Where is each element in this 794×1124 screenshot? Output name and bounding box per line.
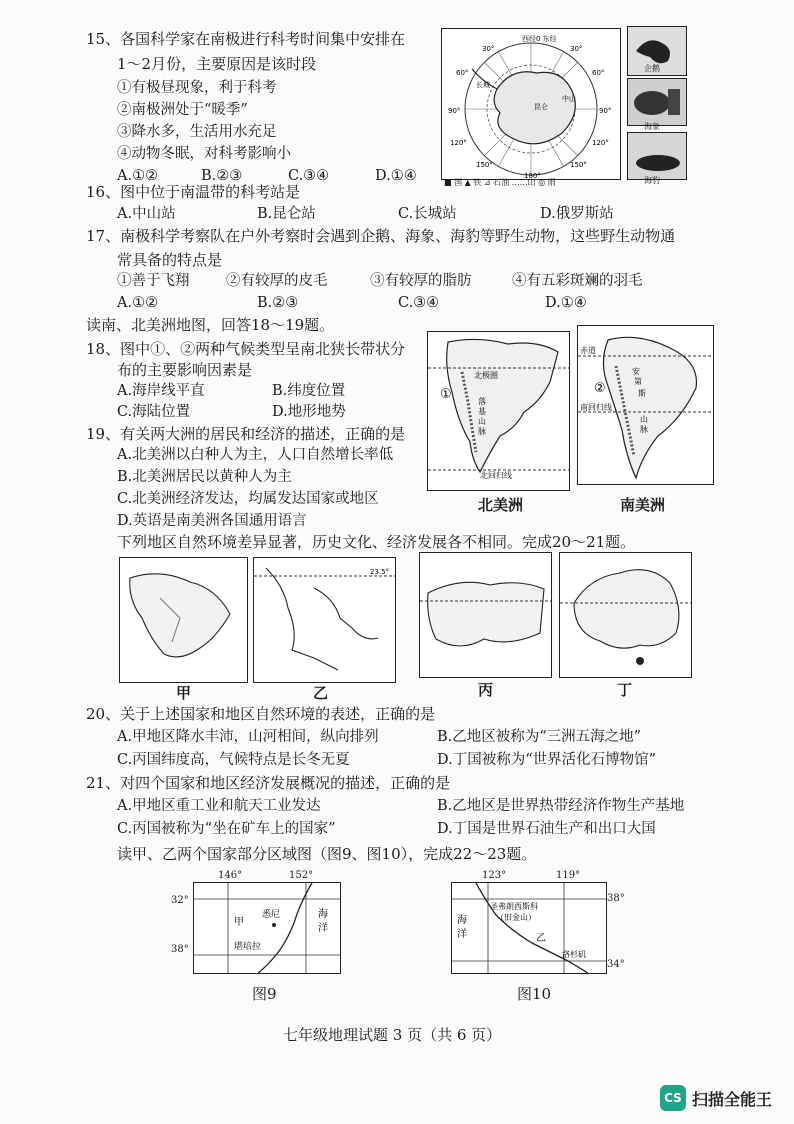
- q18-stem-line2: 布的主要影响因素是: [117, 361, 253, 379]
- q21-choice-d: D.丁国是世界石油生产和出口大国: [437, 821, 656, 837]
- q19-choice-a: A.北美洲以白种人为主，人口自然增长率低: [117, 447, 394, 463]
- fig10-sf-cn: （旧金山）: [496, 913, 536, 922]
- fig10-lat-34: 34°: [607, 959, 625, 970]
- fig9-sydney: 悉尼: [262, 910, 281, 920]
- sa-label: 脉: [640, 425, 648, 434]
- q16-choice-a: A.中山站: [117, 206, 176, 222]
- fig9-sea: 海: [318, 909, 328, 920]
- walrus-photo: [627, 78, 687, 126]
- sa-label: 山: [640, 415, 648, 424]
- antarctic-map: [441, 28, 621, 180]
- q15-stem-line2: 1～2月份，主要原因是该时段: [117, 55, 317, 73]
- scanner-badge: CS: [660, 1085, 686, 1111]
- q18-choice-c: C.海陆位置: [117, 404, 191, 420]
- lon-label: 90°: [599, 107, 612, 115]
- q17-stem-line2: 常具备的特点是: [117, 251, 223, 269]
- q19-choice-d: D.英语是南美洲各国通用语言: [117, 513, 307, 529]
- map-bing: [419, 552, 552, 678]
- fig9-country-jia: 甲: [234, 917, 244, 928]
- climate-marker-1: ①: [440, 387, 452, 402]
- lon-label: 150°: [476, 161, 493, 169]
- q18-choice-d: D.地形地势: [272, 404, 346, 420]
- lon-label: 90°: [448, 107, 461, 115]
- q17-choice-a: A.①②: [117, 295, 159, 311]
- fig9-caption: 图9: [252, 985, 277, 1003]
- map-ding: [559, 552, 692, 678]
- station-zhongshan: 中山: [562, 95, 576, 103]
- q20-choice-c: C.丙国纬度高，气候特点是长冬无夏: [117, 752, 350, 768]
- south-america-map: [577, 325, 714, 485]
- q17-option-2: ②有较厚的皮毛: [226, 273, 328, 289]
- scanner-logo: [660, 1085, 772, 1111]
- q15-choice-a: A.①②: [117, 168, 159, 184]
- q15-choice-d: D.①④: [375, 168, 417, 184]
- q15-option-1: ①有极昼现象，利于科考: [117, 80, 277, 96]
- fig10-map: [451, 882, 607, 974]
- q15-choice-c: C.③④: [288, 168, 330, 184]
- q16-choice-b: B.昆仑站: [257, 206, 316, 222]
- fig9-ocean: 洋: [318, 923, 328, 934]
- q19-choice-b: B.北美洲居民以黄种人为主: [117, 469, 292, 485]
- q17-option-3: ③有较厚的脂肪: [370, 273, 472, 289]
- antarctic-bottom-label: 180°: [524, 172, 541, 179]
- q18-choice-a: A.海岸线平直: [117, 383, 205, 399]
- na-label: 山: [478, 417, 486, 426]
- intro-22-23: 读甲、乙两个国家部分区域图（图9、图10），完成22～23题。: [117, 845, 537, 863]
- north-america-caption: 北美洲: [478, 496, 524, 514]
- antarctic-legend: ■ 国 ▲ 铁 ⊿ 石油 ……山 ◎ 雨: [444, 178, 556, 187]
- q19-stem: 19、有关两大洲的居民和经济的描述，正确的是: [86, 425, 406, 443]
- q21-choice-c: C.丙国被称为“坐在矿车上的国家”: [117, 821, 336, 837]
- q15-option-2: ②南极洲处于“暖季”: [117, 102, 248, 118]
- sa-label: 安: [632, 367, 640, 376]
- q18-stem-line1: 18、图中①、②两种气候类型呈南北狭长带状分: [86, 340, 406, 358]
- q21-choice-a: A.甲地区重工业和航天工业发达: [117, 798, 321, 814]
- fig10-lon-119: 119°: [556, 870, 581, 881]
- lon-label: 30°: [570, 45, 583, 53]
- sa-label: 斯: [638, 389, 646, 398]
- station-kunlun: 昆仑: [534, 103, 548, 111]
- na-label: 基: [478, 407, 486, 416]
- fig9-lon-152: 152°: [289, 870, 314, 881]
- q17-option-1: ①善于飞翔: [117, 273, 190, 289]
- q16-choice-d: D.俄罗斯站: [540, 206, 614, 222]
- fig9-lat-38: 38°: [171, 944, 189, 955]
- station-great-wall: 长城: [476, 81, 490, 89]
- q20-choice-d: D.丁国被称为“世界活化石博物馆”: [437, 752, 657, 768]
- q19-choice-c: C.北美洲经济发达，均属发达国家或地区: [117, 491, 379, 507]
- lon-label: 120°: [592, 139, 609, 147]
- q17-stem-line1: 17、南极科学考察队在户外考察时会遇到企鹅、海象、海豹等野生动物，这些野生动物通: [86, 227, 676, 245]
- q18-choice-b: B.纬度位置: [272, 383, 346, 399]
- fig9-map: [193, 882, 341, 974]
- q16-stem: 16、图中位于南温带的科考站是: [86, 183, 301, 201]
- q17-choice-b: B.②③: [257, 295, 299, 311]
- na-label: 落: [478, 397, 486, 406]
- walrus-label: 海象: [644, 122, 660, 131]
- q15-stem-line1: 15、各国科学家在南极进行科考时间集中安排在: [86, 30, 406, 48]
- south-america-caption: 南美洲: [620, 496, 666, 514]
- lon-label: 60°: [456, 69, 469, 77]
- equator-label: 赤道: [580, 346, 596, 355]
- fig9-lon-146: 146°: [218, 870, 243, 881]
- fig10-la: 洛杉矶: [562, 950, 586, 959]
- q21-choice-b: B.乙地区是世界热带经济作物生产基地: [437, 798, 685, 814]
- lat-label: 23.5°: [370, 568, 390, 576]
- map-yi: [253, 557, 396, 683]
- q20-choice-a: A.甲地区降水丰沛，山河相间，纵向排列: [117, 729, 379, 745]
- fig10-lat-38: 38°: [607, 893, 625, 904]
- sa-label: 第: [634, 377, 642, 386]
- map-caption-yi: 乙: [313, 684, 329, 702]
- lon-label: 60°: [592, 69, 605, 77]
- fig10-country-yi: 乙: [536, 933, 546, 944]
- lon-label: 150°: [570, 161, 587, 169]
- climate-marker-2: ②: [594, 381, 606, 396]
- map-jia: [119, 557, 248, 683]
- q15-option-3: ③降水多，生活用水充足: [117, 124, 277, 140]
- q20-choice-b: B.乙地区被称为“三洲五海之地”: [437, 729, 642, 745]
- map-caption-ding: 丁: [617, 681, 633, 699]
- q17-choice-c: C.③④: [398, 295, 440, 311]
- fig10-ocean: 洋: [457, 929, 467, 940]
- lon-label: 120°: [450, 139, 467, 147]
- penguin-label: 企鹅: [644, 64, 660, 73]
- tropic-capricorn-label: 南回归线: [580, 403, 612, 412]
- q17-choice-d: D.①④: [545, 295, 587, 311]
- q15-option-4: ④动物冬眠，对科考影响小: [117, 146, 291, 162]
- fig10-sea: 海: [457, 915, 467, 926]
- q16-choice-c: C.长城站: [398, 206, 457, 222]
- lon-label: 30°: [482, 45, 495, 53]
- fig10-caption: 图10: [517, 985, 552, 1003]
- q15-choice-b: B.②③: [201, 168, 243, 184]
- fig10-sf: 圣弗朗西斯科: [490, 902, 538, 911]
- fig10-lon-123: 123°: [482, 870, 507, 881]
- fig9-canberra: 堪培拉: [234, 942, 262, 952]
- page-footer: 七年级地理试题 3 页（共 6 页）: [283, 1026, 502, 1044]
- seal-photo: [627, 132, 687, 180]
- na-label: 北极圈: [474, 371, 498, 380]
- seal-label: 海豹: [644, 176, 660, 185]
- na-label: 脉: [478, 427, 486, 436]
- na-label: 北回归线: [480, 471, 512, 480]
- scanner-text: 扫描全能王: [692, 1089, 773, 1109]
- map-caption-jia: 甲: [176, 684, 192, 702]
- q21-stem: 21、对四个国家和地区经济发展概况的描述，正确的是: [86, 774, 451, 792]
- intro-20-21: 下列地区自然环境差异显著，历史文化、经济发展各不相同。完成20～21题。: [117, 533, 636, 551]
- q17-option-4: ④有五彩斑斓的羽毛: [512, 273, 643, 289]
- fig9-lat-32: 32°: [171, 895, 189, 906]
- north-america-map: [427, 331, 570, 491]
- map-caption-bing: 丙: [478, 681, 494, 699]
- intro-18-19: 读南、北美洲地图，回答18～19题。: [86, 316, 335, 334]
- antarctic-top-label: 西经0 东经: [522, 35, 557, 43]
- q20-stem: 20、关于上述国家和地区自然环境的表述，正确的是: [86, 705, 436, 723]
